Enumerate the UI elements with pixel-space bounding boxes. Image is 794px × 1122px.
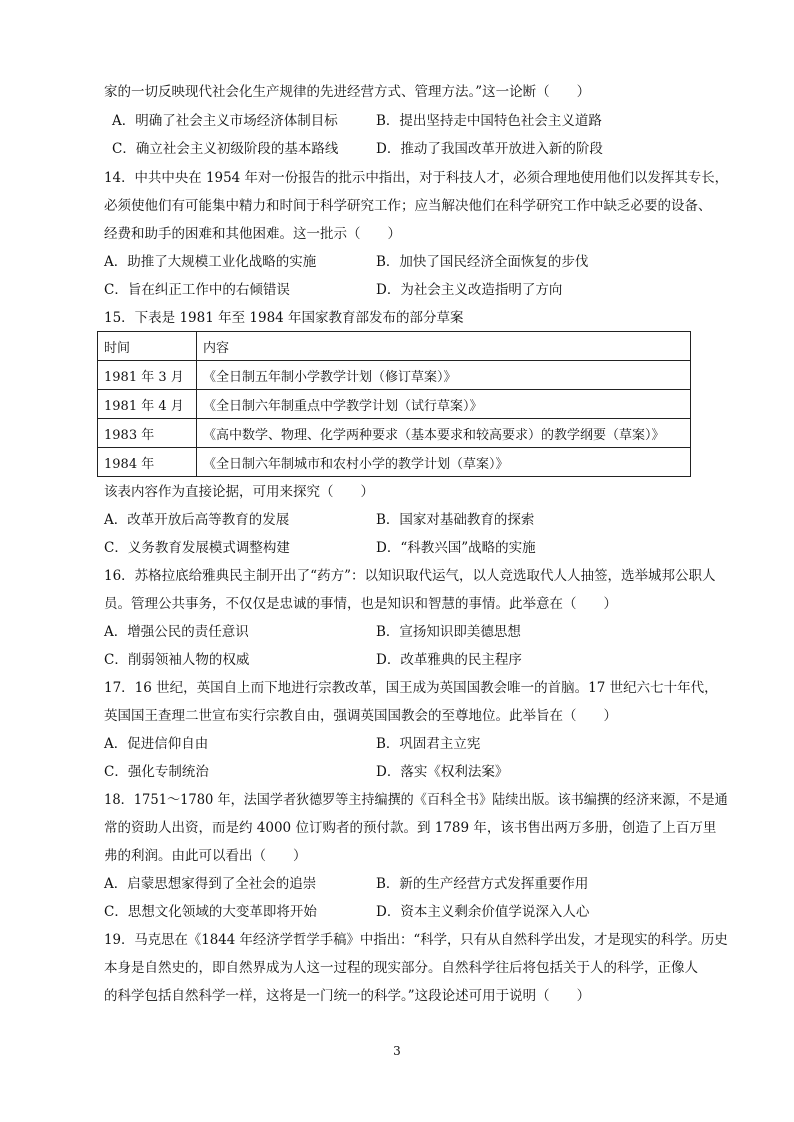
q14-stem-line-1: 14．中共中央在 1954 年对一份报告的批示中指出，对于科技人才，必须合理地使用他们以发挥其专长， — [104, 170, 729, 186]
q13-stem-continuation: 家的一切反映现代社会化生产规律的先进经营方式、管理方法。”这一论断（ ） — [104, 84, 591, 100]
q14-stem-line-3: 经费和助手的困难和其他困难。这一批示（ ） — [104, 226, 401, 242]
q15-option-c: C．义务教育发展模式调整构建 — [104, 540, 290, 556]
q17-stem-line-2: 英国国王查理二世宣布实行宗教自由，强调英国国教会的至尊地位。此举旨在（ ） — [104, 708, 617, 724]
q16-option-b: B．宣扬知识即美德思想 — [376, 624, 521, 640]
q14-option-a: A．助推了大规模工业化战略的实施 — [104, 254, 317, 270]
q17-option-d: D．落实《权利法案》 — [376, 764, 509, 780]
table-header-content: 内容 — [197, 332, 691, 361]
q13-option-a: A．明确了社会主义市场经济体制目标 — [112, 113, 338, 129]
q17-stem-line-1: 17．16 世纪，英国自上而下地进行宗教改革，国王成为英国国教会唯一的首脑。17 世纪六七十年代， — [104, 680, 718, 696]
q15-option-a: A．改革开放后高等教育的发展 — [104, 512, 290, 528]
q15-draft-table — [97, 331, 691, 477]
table-header-time: 时间 — [98, 332, 197, 361]
table-cell-content: 《高中数学、物理、化学两种要求（基本要求和较高要求）的教学纲要（草案）》 — [197, 419, 691, 448]
table-cell-content: 《全日制五年制小学教学计划（修订草案）》 — [197, 361, 691, 390]
q16-stem-line-2: 员。管理公共事务，不仅仅是忠诚的事情，也是知识和智慧的事情。此举意在（ ） — [104, 596, 617, 612]
q15-option-b: B．国家对基础教育的探索 — [376, 512, 535, 528]
table-cell-content: 《全日制六年制重点中学教学计划（试行草案）》 — [197, 390, 691, 419]
page-number: 3 — [393, 1044, 401, 1058]
q13-option-b: B．提出坚持走中国特色社会主义道路 — [376, 113, 602, 129]
q14-option-d: D．为社会主义改造指明了方向 — [376, 282, 563, 298]
q15-option-d: D．“科教兴国”战略的实施 — [376, 540, 536, 556]
q14-option-b: B．加快了国民经济全面恢复的步伐 — [376, 254, 589, 270]
q16-option-d: D．改革雅典的民主程序 — [376, 652, 522, 668]
q18-stem-line-2: 常的资助人出资，而是约 4000 位订购者的预付款。到 1789 年，该书售出两万多册，创造了上百万里 — [104, 820, 717, 836]
q18-option-d: D．资本主义剩余价值学说深入人心 — [376, 904, 590, 920]
q19-stem-line-3: 的科学包括自然科学一样，这将是一门统一的科学。”这段论述可用于说明（ ） — [104, 988, 591, 1004]
q14-option-c: C．旨在纠正工作中的右倾错误 — [104, 282, 290, 298]
q18-stem-line-3: 弗的利润。由此可以看出（ ） — [104, 848, 307, 864]
table-header-row — [98, 332, 691, 361]
table-row — [98, 419, 691, 448]
q18-option-a: A．启蒙思想家得到了全社会的追崇 — [104, 876, 317, 892]
q13-option-d: D．推动了我国改革开放进入新的阶段 — [376, 141, 603, 157]
q18-stem-line-1: 18．1751～1780 年，法国学者狄德罗等主持编撰的《百科全书》陆续出版。该书编撰的经济来源，不是通 — [104, 792, 728, 808]
q13-option-c: C．确立社会主义初级阶段的基本路线 — [112, 141, 339, 157]
table-cell-time: 1981 年 3 月 — [98, 361, 197, 390]
q18-option-c: C．思想文化领域的大变革即将开始 — [104, 904, 317, 920]
q16-stem-line-1: 16．苏格拉底给雅典民主制开出了“药方”：以知识取代运气，以人竞选取代人人抽签，选举城邦公职人 — [104, 568, 716, 584]
q14-stem-line-2: 必须使他们有可能集中精力和时间于科学研究工作；应当解决他们在科学研究工作中缺乏必要的设备、 — [104, 198, 712, 214]
q19-stem-line-2: 本身是自然史的，即自然界成为人这一过程的现实部分。自然科学往后将包括关于人的科学，正像人 — [104, 960, 698, 976]
table-row — [98, 448, 691, 477]
q17-option-c: C．强化专制统治 — [104, 764, 209, 780]
table-cell-time: 1984 年 — [98, 448, 197, 477]
table-cell-time: 1983 年 — [98, 419, 197, 448]
q18-option-b: B．新的生产经营方式发挥重要作用 — [376, 876, 589, 892]
table-cell-time: 1981 年 4 月 — [98, 390, 197, 419]
q15-stem: 该表内容作为直接论据，可用来探究（ ） — [104, 484, 374, 500]
q19-stem-line-1: 19．马克思在《1844 年经济学哲学手稿》中指出：“科学，只有从自然科学出发，才是现实的科学。历史 — [104, 932, 728, 948]
q17-option-a: A．促进信仰自由 — [104, 736, 209, 752]
table-row — [98, 390, 691, 419]
table-cell-content: 《全日制六年制城市和农村小学的教学计划（草案）》 — [197, 448, 691, 477]
q15-intro: 15．下表是 1981 年至 1984 年国家教育部发布的部分草案 — [104, 310, 464, 326]
q17-option-b: B．巩固君主立宪 — [376, 736, 481, 752]
q16-option-a: A．增强公民的责任意识 — [104, 624, 249, 640]
q16-option-c: C．削弱领袖人物的权威 — [104, 652, 250, 668]
table-row — [98, 361, 691, 390]
